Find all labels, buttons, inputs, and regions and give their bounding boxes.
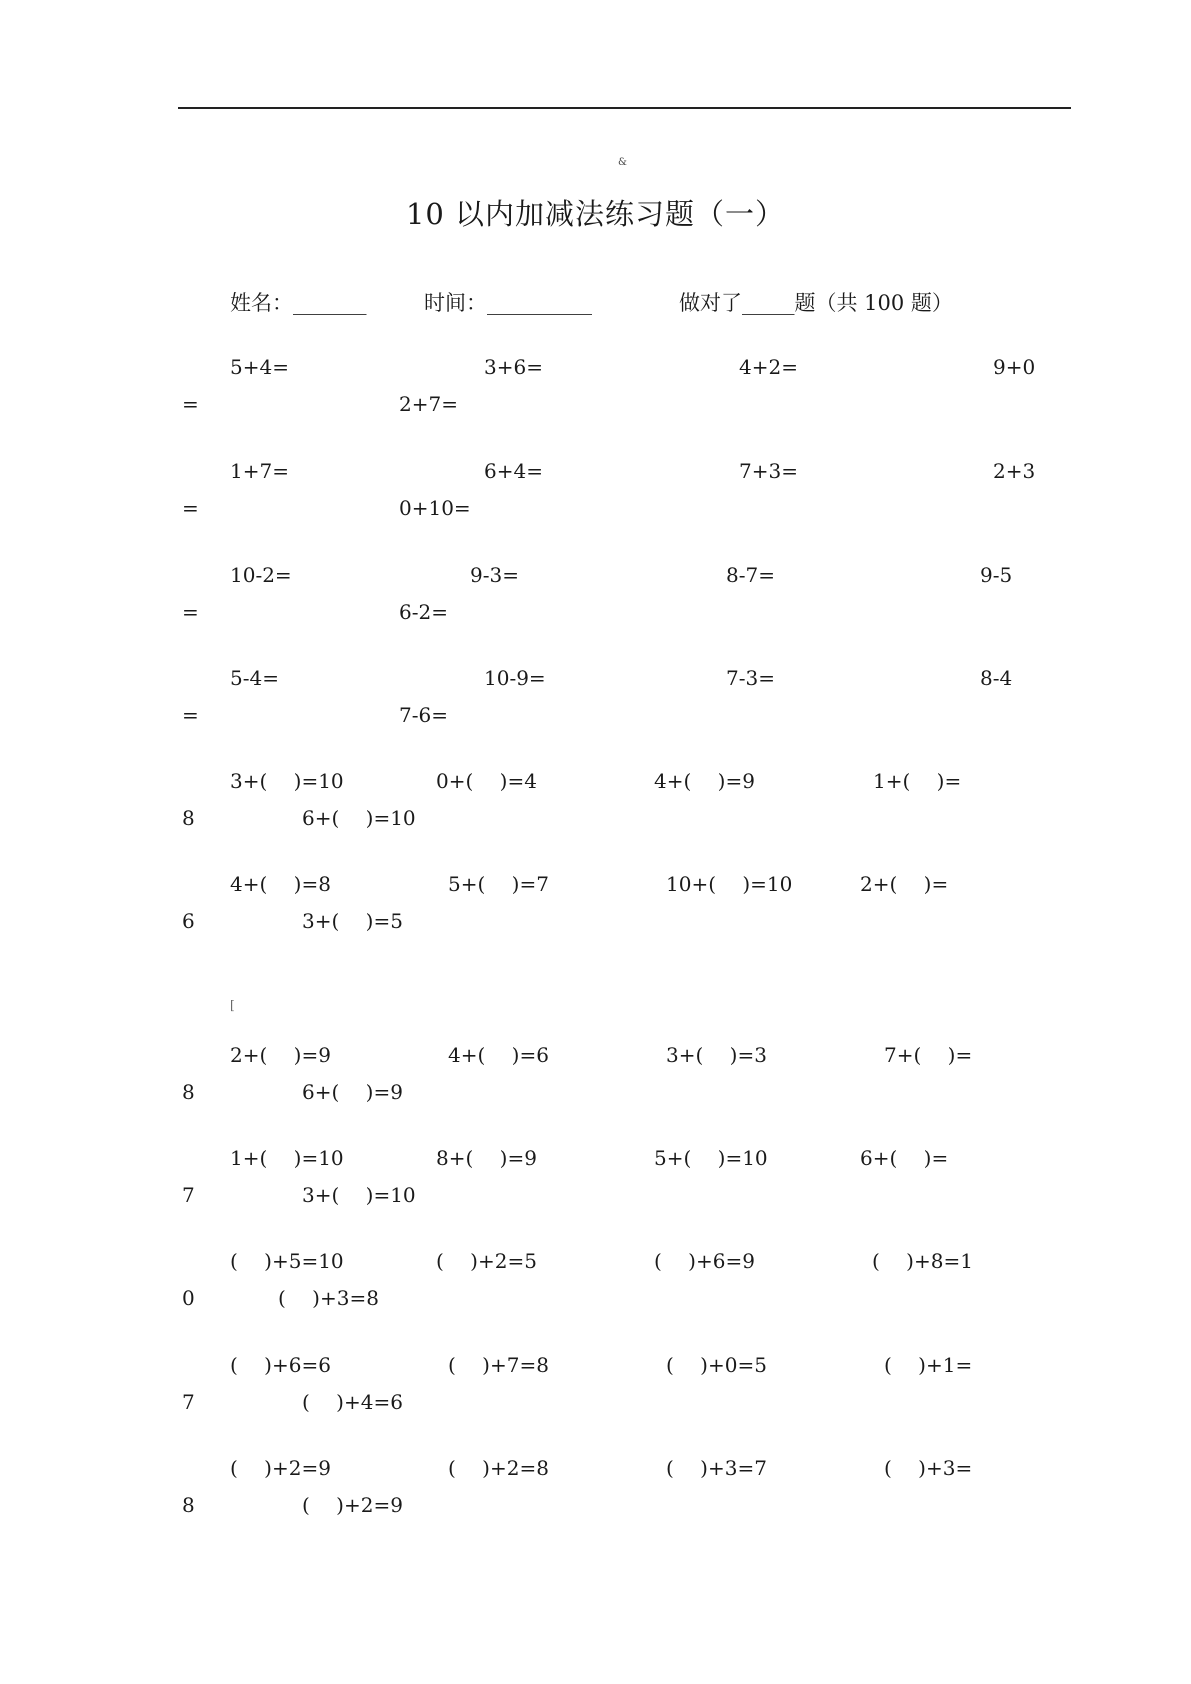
problem-item: ( )+3=7 [666,1456,767,1480]
problem-item: 6+( )=10 [302,806,416,830]
problem-item: 3+( )=5 [302,909,403,933]
problem-item: 3+( )=10 [302,1183,416,1207]
problem-item: 5+4= [230,355,289,379]
problem-item: 1+( )= [873,769,962,793]
header-mark: & [618,157,627,168]
problem-item: 7-6= [399,703,448,727]
wrapped-fragment: 7 [182,1390,195,1414]
problem-item: 2+7= [399,392,458,416]
name-field-label: 姓名：_______ [230,291,367,315]
problem-item: 6-2= [399,600,448,624]
problem-item: 0+( )=4 [436,769,537,793]
problem-item: 9-5 [980,563,1013,587]
problem-item: 10+( )=10 [666,872,793,896]
problem-item: 7+3= [739,459,798,483]
problem-item: 8-7= [726,563,775,587]
problem-item: ( )+8=1 [872,1249,973,1273]
problem-item: ( )+6=6 [230,1353,331,1377]
wrapped-fragment: = [182,392,199,416]
problem-item: 3+( )=10 [230,769,344,793]
problem-item: 4+2= [739,355,798,379]
problem-item: ( )+4=6 [302,1390,403,1414]
wrapped-fragment: 6 [182,909,195,933]
problem-item: 9+0 [993,355,1036,379]
problem-item: 7+( )= [884,1043,973,1067]
wrapped-fragment: = [182,703,199,727]
problem-item: 5-4= [230,666,279,690]
wrapped-fragment: = [182,496,199,520]
wrapped-fragment: = [182,600,199,624]
problem-item: ( )+2=5 [436,1249,537,1273]
header-rule [178,107,1071,109]
problem-item: 0+10= [399,496,471,520]
problem-item: 1+( )=10 [230,1146,344,1170]
wrapped-fragment: 8 [182,806,195,830]
problem-item: ( )+7=8 [448,1353,549,1377]
problem-item: 2+3 [993,459,1036,483]
problem-item: 4+( )=6 [448,1043,549,1067]
problem-item: ( )+1= [884,1353,973,1377]
problem-item: 3+6= [484,355,543,379]
problem-item: 4+( )=8 [230,872,331,896]
problem-item: 4+( )=9 [654,769,755,793]
problem-item: 3+( )=3 [666,1043,767,1067]
problem-item: 10-9= [484,666,546,690]
wrapped-fragment: 7 [182,1183,195,1207]
problem-item: 6+( )=9 [302,1080,403,1104]
problem-item: 6+( )= [860,1146,949,1170]
problem-item: ( )+0=5 [666,1353,767,1377]
problem-item: 8-4 [980,666,1013,690]
time-field-label: 时间：__________ [424,291,592,315]
problem-item: ( )+6=9 [654,1249,755,1273]
problem-item: 9-3= [470,563,519,587]
problem-item: 1+7= [230,459,289,483]
wrapped-fragment: 8 [182,1080,195,1104]
problem-item: 10-2= [230,563,292,587]
problem-item: 7-3= [726,666,775,690]
problem-item: 8+( )=9 [436,1146,537,1170]
wrapped-fragment: 8 [182,1493,195,1517]
problem-item: 5+( )=10 [654,1146,768,1170]
stray-mark: [ [230,998,235,1012]
problem-item: ( )+2=8 [448,1456,549,1480]
problem-item: 2+( )= [860,872,949,896]
problem-item: ( )+3= [884,1456,973,1480]
wrapped-fragment: 0 [182,1286,195,1310]
problem-item: ( )+2=9 [302,1493,403,1517]
problem-item: 6+4= [484,459,543,483]
score-field-label: 做对了_____题（共 100 题） [679,291,953,315]
page-title: 10 以内加减法练习题（一） [405,197,786,231]
problem-item: 2+( )=9 [230,1043,331,1067]
problem-item: 5+( )=7 [448,872,549,896]
problem-item: ( )+3=8 [278,1286,379,1310]
problem-item: ( )+2=9 [230,1456,331,1480]
problem-item: ( )+5=10 [230,1249,344,1273]
